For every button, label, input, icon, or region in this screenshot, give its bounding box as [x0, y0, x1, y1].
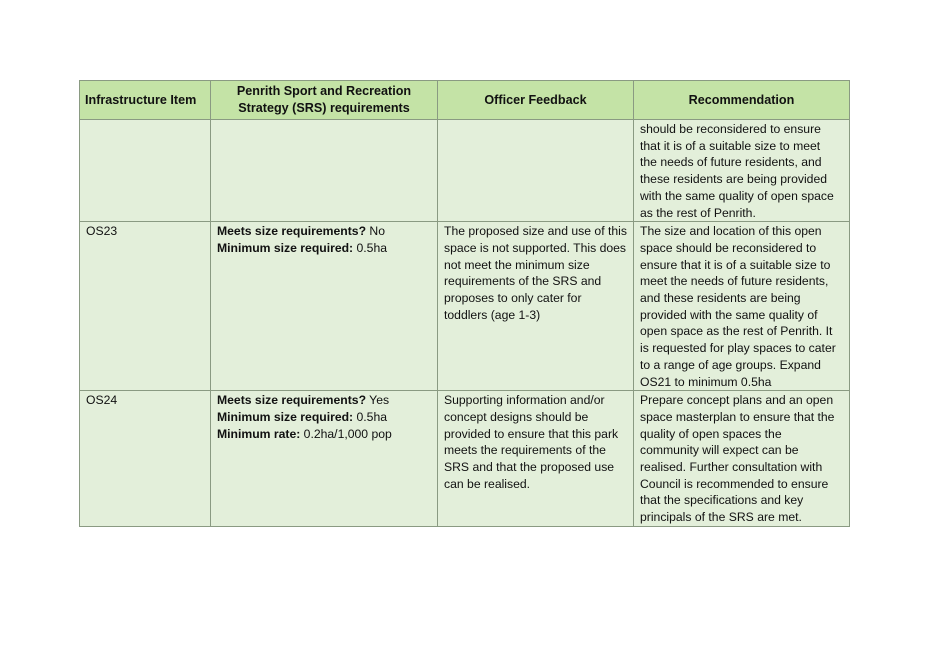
text-line: the needs of future residents, and — [640, 155, 822, 170]
text-line: SRS and that the proposed use — [444, 460, 615, 475]
table-row — [80, 120, 850, 222]
text-line: ensure that it is of a suitable size to — [640, 257, 831, 272]
text-line: as the rest of Penrith. — [640, 205, 756, 220]
header-recommendation: Recommendation — [634, 81, 850, 120]
requirement-value: Yes — [366, 393, 390, 408]
text-line: with the same quality of open space — [640, 188, 834, 203]
text-line: space should be reconsidered to — [640, 240, 817, 255]
text-line: Prepare concept plans and an open — [640, 393, 834, 408]
text-line: is requested for play spaces to cater — [640, 341, 836, 356]
text-line: and these residents are being — [640, 291, 801, 306]
text-line: these residents are being provided — [640, 172, 827, 187]
srs-table — [79, 80, 850, 527]
cell-srs — [211, 391, 438, 527]
text-line: should be reconsidered to ensure — [640, 122, 821, 136]
requirement-label: Minimum size required: — [217, 409, 354, 424]
cell-feedback — [438, 120, 634, 222]
cell-item: OS23 — [80, 222, 211, 391]
header-row — [80, 81, 850, 120]
srs-requirement — [217, 240, 432, 257]
requirement-label: Meets size requirements? — [217, 393, 367, 408]
text-line: meets the requirements of the — [444, 443, 606, 458]
srs-requirement — [217, 392, 432, 409]
header-srs-requirements — [211, 81, 438, 120]
table-row — [80, 222, 850, 391]
cell-recommendation — [634, 120, 850, 222]
text-line: that the specifications and key — [640, 493, 804, 508]
requirement-label: Meets size requirements? — [217, 224, 367, 239]
text-line: requirements of the SRS and — [444, 274, 602, 289]
text-line: space is not supported. This does — [444, 240, 627, 255]
text-line: realised. Further consultation with — [640, 460, 823, 475]
cell-item — [80, 120, 211, 222]
text-line: community will expect can be — [640, 443, 799, 458]
header-infrastructure-item: Infrastructure Item — [80, 81, 211, 120]
text-line: that it is of a suitable size to meet — [640, 138, 821, 153]
text-line: proposes to only cater for — [444, 291, 582, 306]
table-row — [80, 391, 850, 527]
header-srs-line-2: Strategy (SRS) requirements — [238, 101, 410, 115]
srs-requirement — [217, 426, 432, 443]
text-line: The proposed size and use of this — [444, 224, 627, 239]
requirement-value: 0.2ha/1,000 pop — [300, 426, 392, 441]
text-line: quality of open spaces the — [640, 426, 782, 441]
text-line: Supporting information and/or — [444, 393, 605, 408]
text-line: provided to ensure that this park — [444, 426, 619, 441]
text-line: can be realised. — [444, 476, 531, 491]
srs-requirement — [217, 223, 432, 240]
cell-feedback — [438, 222, 634, 391]
requirement-value: No — [366, 224, 385, 239]
text-line: provided with the same quality of — [640, 307, 818, 322]
cell-item: OS24 — [80, 391, 211, 527]
requirement-value: 0.5ha — [353, 240, 388, 255]
text-line: The size and location of this open — [640, 224, 822, 239]
cell-recommendation — [634, 222, 850, 391]
text-line: meet the needs of future residents, — [640, 274, 829, 289]
text-line: principals of the SRS are met. — [640, 510, 802, 525]
requirement-label: Minimum size required: — [217, 240, 354, 255]
text-line: concept designs should be — [444, 409, 589, 424]
requirement-value: 0.5ha — [353, 409, 388, 424]
text-line: not meet the minimum size — [444, 257, 590, 272]
cell-recommendation — [634, 391, 850, 527]
text-line: Council is recommended to ensure — [640, 476, 829, 491]
text-line: open space as the rest of Penrith. It — [640, 324, 833, 339]
srs-requirement — [217, 409, 432, 426]
text-line: OS21 to minimum 0.5ha — [640, 374, 772, 389]
text-line: space masterplan to ensure that the — [640, 409, 835, 424]
text-line: to a range of age groups. Expand — [640, 357, 821, 372]
cell-srs — [211, 222, 438, 391]
cell-srs — [211, 120, 438, 222]
header-officer-feedback: Officer Feedback — [438, 81, 634, 120]
requirement-label: Minimum rate: — [217, 426, 301, 441]
cell-feedback — [438, 391, 634, 527]
header-srs-line-1: Penrith Sport and Recreation — [236, 84, 412, 98]
text-line: toddlers (age 1-3) — [444, 307, 541, 322]
